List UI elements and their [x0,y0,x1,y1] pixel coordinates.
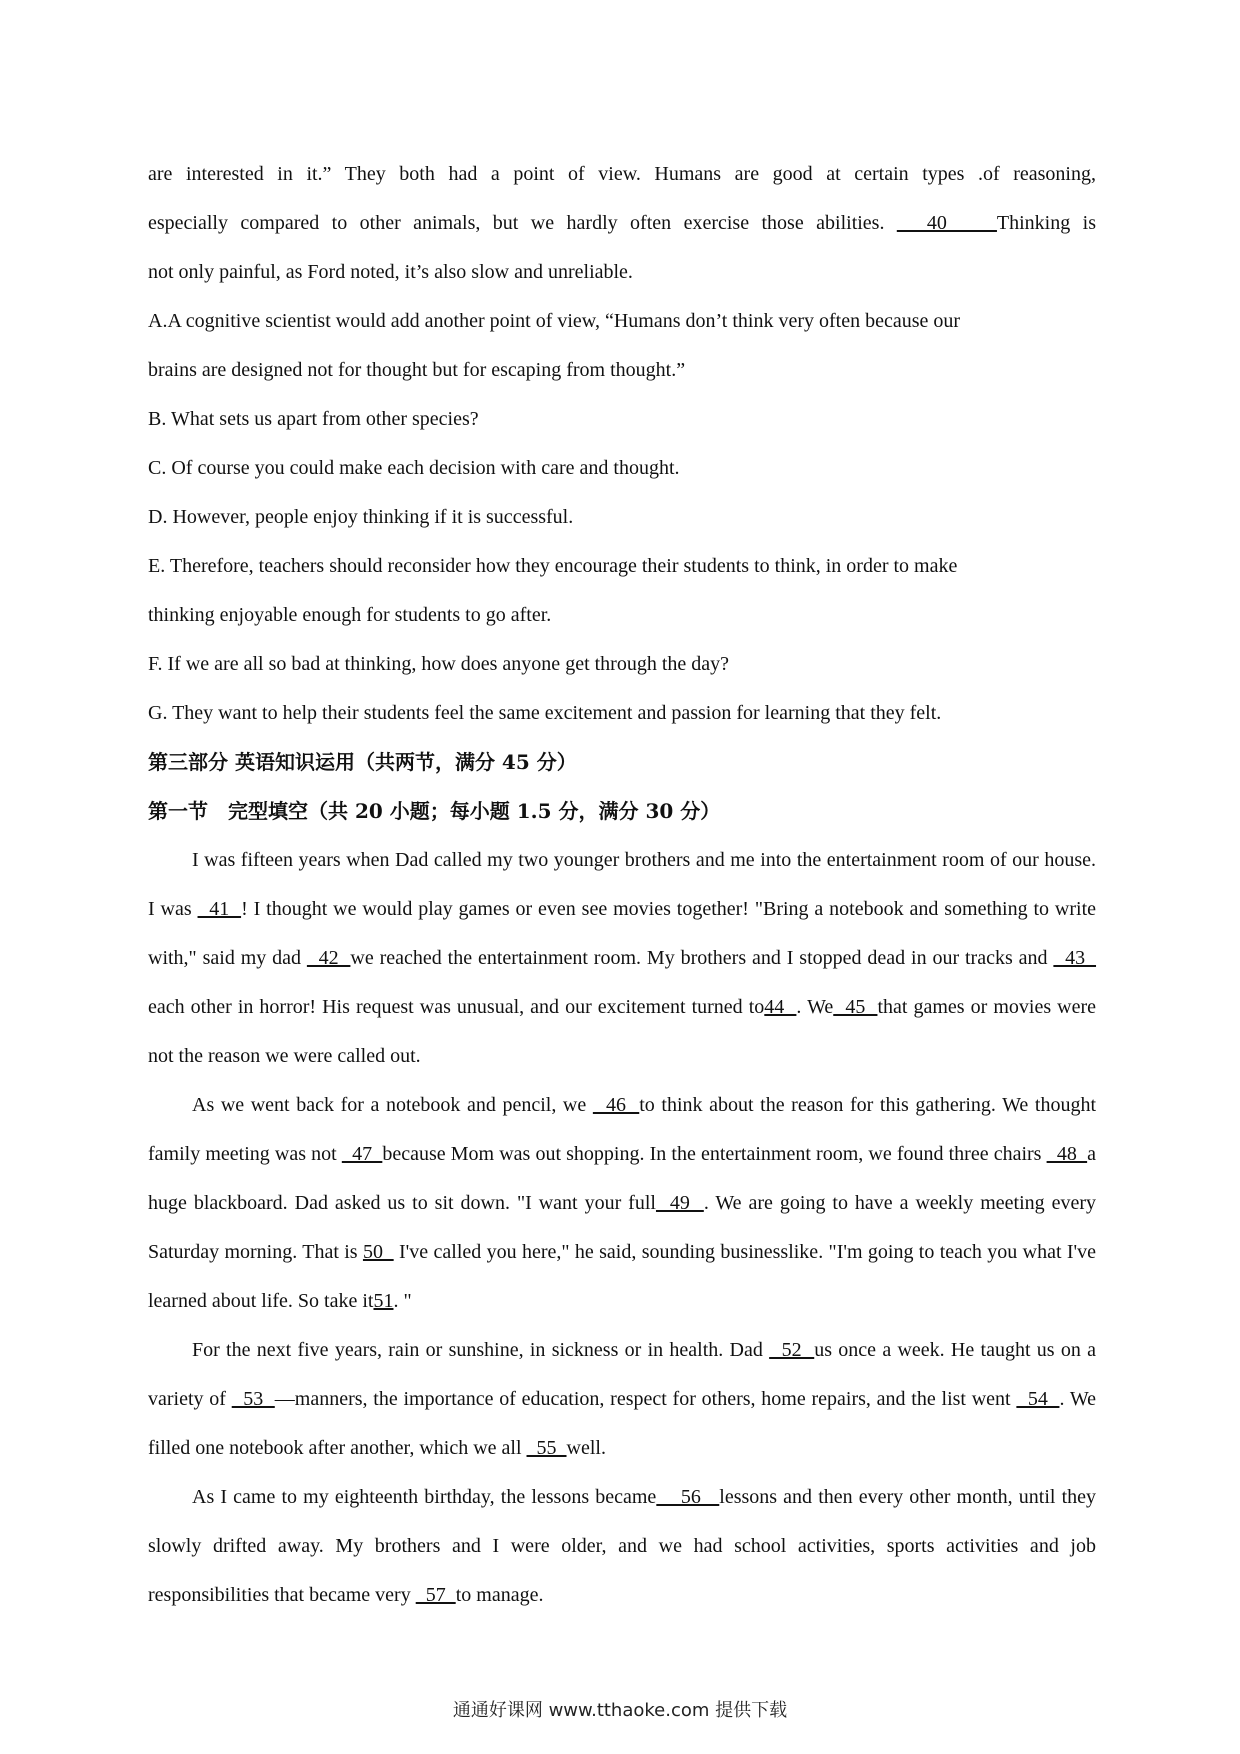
passage-line: are interested in it.” They both had a point of view. Humans are good at certain types .of reasoning, [148,163,1096,185]
blank-55: 55 [526,1437,567,1459]
option-g: G. They want to help their students feel the same excitement and passion for learning that they felt. [148,702,942,724]
blank-43: 43 [1053,947,1097,969]
section-one-heading: 第一节 完型填空（共 20 小题；每小题 1.5 分，满分 30 分） [148,799,721,823]
option-a: A.A cognitive scientist would add another point of view, “Humans don’t think very often because our [148,310,961,332]
option-e: E. Therefore, teachers should reconsider how they encourage their students to think, in order to make [148,555,958,577]
blank-50: 50 [362,1241,394,1263]
blank-48: 48 [1046,1143,1088,1165]
option-e-cont: thinking enjoyable enough for students to go after. [148,604,552,626]
option-d: D. However, people enjoy thinking if it is successful. [148,506,574,528]
blank-40: ___40_____ [896,212,997,234]
cloze-paragraph-3: For the next five years, rain or sunshine, in sickness or in health. Dad 52 us once a week. He taught us on a variety of 53 —manners, the importance of education, respect for others, home repairs, and the list went 54 . We filled one notebook after another, which we all 55 well. [148,1339,1096,1459]
blank-45: 45 [833,996,878,1018]
blank-52: 52 [769,1339,815,1361]
option-f: F. If we are all so bad at thinking, how does anyone get through the day? [148,653,730,675]
blank-44: 44 [764,996,797,1018]
option-a-cont: brains are designed not for thought but for escaping from thought.” [148,359,686,381]
blank-51: 51 [373,1290,394,1312]
option-c: C. Of course you could make each decision with care and thought. [148,457,680,479]
blank-49: 49 [655,1192,704,1214]
part-three-heading: 第三部分 英语知识运用（共两节，满分 45 分） [148,750,577,774]
passage-line: not only painful, as Ford noted, it’s also slow and unreliable. [148,261,633,283]
option-b: B. What sets us apart from other species? [148,408,479,430]
cloze-paragraph-1: I was fifteen years when Dad called my two younger brothers and me into the entertainment room of our house. I was 41 ! I thought we would play games or even see movies together! "Bring a notebook and something to write with," said my dad 42 we reached the entertainment room. My brothers and I stopped dead in our tracks and 43 each other in horror! His request was unusual, and our excitement turned to44 . We 45 that games or movies were not the reason we were called out. [148,849,1097,1067]
page-footer: 通通好课网 www.tthaoke.com 提供下载 [452,1700,788,1721]
blank-42: 42 [306,947,351,969]
cloze-paragraph-2: As we went back for a notebook and pencil, we 46 to think about the reason for this gathering. We thought family meeting was not 47 because Mom was out shopping. In the entertainment room, we found three chairs 48 a huge blackboard. Dad asked us to sit down. "I want your full 49 . We are going to have a weekly meeting every Saturday morning. That is 50 I've called you here," he said, sounding businesslike. "I'm going to teach you what I've learned about life. So take it51. " [148,1094,1097,1312]
page-content [148,150,1096,1620]
blank-46: 46 [592,1094,640,1116]
blank-56: 56 [656,1486,720,1508]
blank-47: 47 [341,1143,383,1165]
passage-line: especially compared to other animals, but we hardly often exercise those abilities. ___40_____Thinking is [148,212,1097,234]
blank-54: 54 [1016,1388,1060,1410]
blank-41: 41 [197,898,242,920]
blank-57: 57 [415,1584,456,1606]
blank-53: 53 [231,1388,275,1410]
cloze-paragraph-4: As I came to my eighteenth birthday, the lessons became 56 lessons and then every other month, until they slowly drifted away. My brothers and I were older, and we had school activities, sports activities and job responsibilities that became very 57 to manage. [148,1486,1097,1606]
